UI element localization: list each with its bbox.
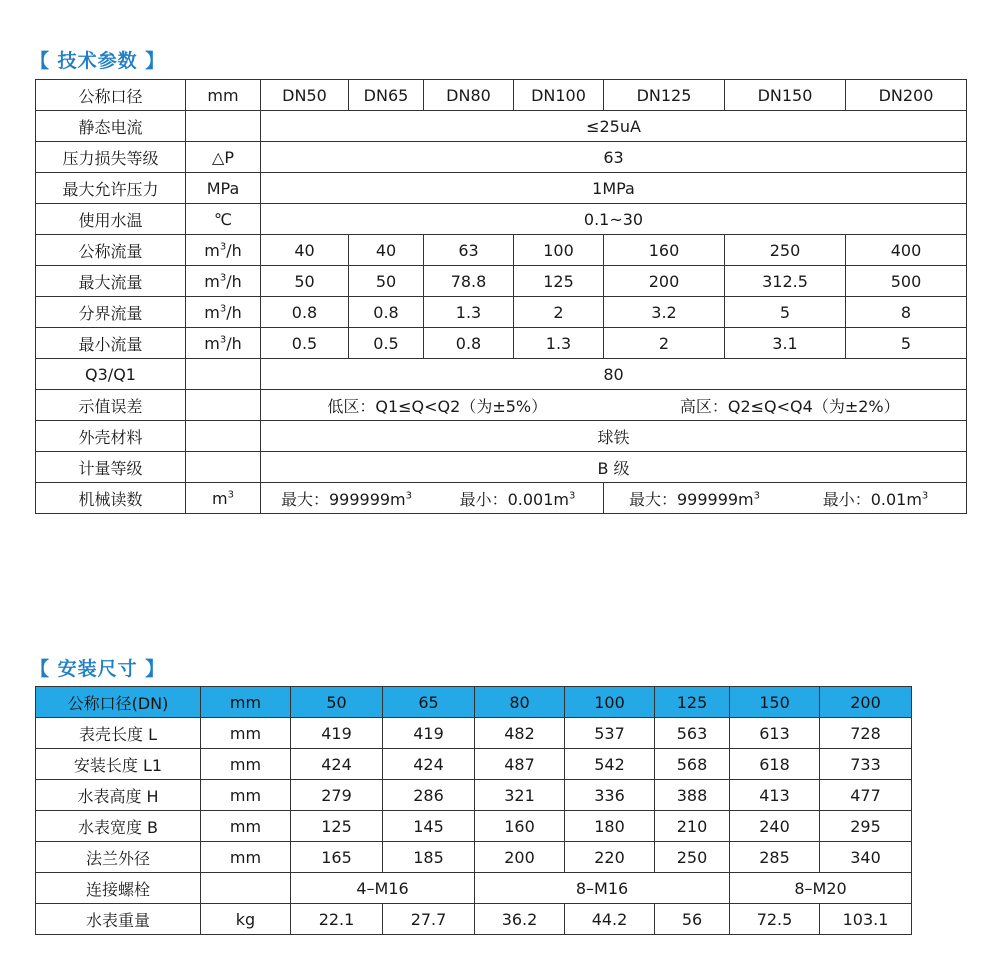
row-value: 球铁: [261, 421, 967, 452]
row-label: 示值误差: [36, 390, 186, 421]
cell: 295: [820, 811, 912, 842]
reading-min: [785, 487, 966, 510]
cell: 40: [261, 235, 349, 266]
cell: 160: [475, 811, 565, 842]
cell: 72.5: [730, 904, 820, 935]
install-header-row: [36, 687, 912, 718]
reading-max: [604, 487, 785, 510]
row-unit: [201, 873, 291, 904]
cell: 公称口径: [36, 80, 186, 111]
table-row: [36, 173, 967, 204]
unit-sup: 3: [921, 490, 929, 502]
table-row: [36, 142, 967, 173]
cell: mm: [201, 687, 291, 718]
cell: 240: [730, 811, 820, 842]
reading-min-text: 最小：0.001m: [459, 489, 570, 509]
tech-section-title: 【 技术参数 】: [30, 50, 166, 72]
cell: 78.8: [424, 266, 514, 297]
cell: 0.5: [349, 328, 424, 359]
row-unit: kg: [201, 904, 291, 935]
install-dimensions-table: [35, 686, 912, 935]
row-unit: [186, 111, 261, 142]
unit-sup: 3: [227, 489, 234, 501]
row-label: 使用水温: [36, 204, 186, 235]
cell: 286: [383, 780, 475, 811]
row-unit: [186, 452, 261, 483]
cell: 618: [730, 749, 820, 780]
cell: 419: [383, 718, 475, 749]
bolt-group: 8–M16: [475, 873, 730, 904]
cell: 419: [291, 718, 383, 749]
row-value: 1MPa: [261, 173, 967, 204]
table-row: [36, 483, 967, 514]
row-value: [261, 390, 967, 421]
cell: 3.2: [604, 297, 725, 328]
row-unit: [186, 390, 261, 421]
row-value: ≤25uA: [261, 111, 967, 142]
row-unit: mm: [201, 842, 291, 873]
row-label: 水表重量: [36, 904, 201, 935]
row-value: 63: [261, 142, 967, 173]
unit-tail: /h: [226, 271, 242, 291]
row-label: 外壳材料: [36, 421, 186, 452]
cell: 388: [655, 780, 730, 811]
cell: 728: [820, 718, 912, 749]
table-row: [36, 873, 912, 904]
cell: 200: [475, 842, 565, 873]
cell: 220: [565, 842, 655, 873]
row-label: 分界流量: [36, 297, 186, 328]
row-label: 法兰外径: [36, 842, 201, 873]
cell: DN125: [604, 80, 725, 111]
row-label: 安装长度 L1: [36, 749, 201, 780]
row-unit: [186, 266, 261, 297]
cell: 1.3: [424, 297, 514, 328]
table-row: [36, 328, 967, 359]
error-low-zone: 低区：Q1≤Q<Q2（为±5%）: [327, 396, 548, 416]
cell: 279: [291, 780, 383, 811]
cell: 200: [604, 266, 725, 297]
cell: 250: [725, 235, 846, 266]
table-row: [36, 452, 967, 483]
cell: 公称口径(DN): [36, 687, 201, 718]
cell: 563: [655, 718, 730, 749]
cell: 2: [604, 328, 725, 359]
cell: mm: [186, 80, 261, 111]
table-row: [36, 359, 967, 390]
cell: 400: [846, 235, 967, 266]
row-label: 机械读数: [36, 483, 186, 514]
table-row: [36, 297, 967, 328]
table-row: [36, 390, 967, 421]
cell: 1.3: [514, 328, 604, 359]
cell: 22.1: [291, 904, 383, 935]
cell: 487: [475, 749, 565, 780]
cell: 80: [475, 687, 565, 718]
cell: 145: [383, 811, 475, 842]
row-value: 80: [261, 359, 967, 390]
reading-min: [432, 487, 603, 510]
cell: DN150: [725, 80, 846, 111]
table-row: [36, 266, 967, 297]
cell: 285: [730, 842, 820, 873]
unit-tail: /h: [226, 240, 242, 260]
reading-min-text: 最小：0.01m: [822, 489, 922, 509]
cell: 413: [730, 780, 820, 811]
cell: 0.8: [261, 297, 349, 328]
cell: 340: [820, 842, 912, 873]
cell: 100: [514, 235, 604, 266]
table-row: [36, 904, 912, 935]
cell: 200: [820, 687, 912, 718]
cell: 537: [565, 718, 655, 749]
cell: 160: [604, 235, 725, 266]
unit-sup: 3: [569, 490, 576, 502]
cell: 733: [820, 749, 912, 780]
cell: 44.2: [565, 904, 655, 935]
unit-base: m: [204, 302, 220, 322]
cell: 0.5: [261, 328, 349, 359]
cell: 424: [383, 749, 475, 780]
row-unit: ℃: [186, 204, 261, 235]
row-unit: [186, 359, 261, 390]
cell: 477: [820, 780, 912, 811]
row-unit: mm: [201, 749, 291, 780]
table-row: [36, 842, 912, 873]
tech-params-table: [35, 79, 967, 514]
cell: 65: [383, 687, 475, 718]
unit-base: m: [204, 271, 220, 291]
cell: 500: [846, 266, 967, 297]
row-unit: [186, 421, 261, 452]
row-unit: [186, 328, 261, 359]
cell: 125: [291, 811, 383, 842]
install-section-title: 【 安装尺寸 】: [30, 658, 166, 680]
table-row: [36, 204, 967, 235]
cell: 40: [349, 235, 424, 266]
row-label: 表壳长度 L: [36, 718, 201, 749]
cell: 180: [565, 811, 655, 842]
cell: DN50: [261, 80, 349, 111]
error-high-zone: 高区：Q2≤Q<Q4（为±2%）: [679, 396, 900, 416]
unit-sup: 3: [405, 490, 413, 502]
cell: DN65: [349, 80, 424, 111]
cell: 542: [565, 749, 655, 780]
unit-sup: 3: [219, 241, 227, 253]
cell: 125: [514, 266, 604, 297]
table-row: [36, 111, 967, 142]
cell: 8: [846, 297, 967, 328]
cell: 482: [475, 718, 565, 749]
reading-group-small: [261, 483, 604, 514]
reading-max-text: 最大：999999m: [628, 489, 754, 509]
row-unit: mm: [201, 811, 291, 842]
cell: 50: [349, 266, 424, 297]
cell: 36.2: [475, 904, 565, 935]
table-row: [36, 780, 912, 811]
reading-max: [261, 487, 432, 510]
reading-group-large: [604, 483, 967, 514]
row-label: 最大允许压力: [36, 173, 186, 204]
unit-base: m: [212, 488, 228, 508]
table-row: [36, 718, 912, 749]
table-row: [36, 811, 912, 842]
unit-tail: /h: [226, 302, 242, 322]
row-value: B 级: [261, 452, 967, 483]
row-label: 公称流量: [36, 235, 186, 266]
cell: 103.1: [820, 904, 912, 935]
cell: 125: [655, 687, 730, 718]
cell: 0.8: [349, 297, 424, 328]
cell: 336: [565, 780, 655, 811]
unit-sup: 3: [753, 490, 761, 502]
cell: 27.7: [383, 904, 475, 935]
unit-sup: 3: [219, 303, 227, 315]
row-label: Q3/Q1: [36, 359, 186, 390]
row-unit: △P: [186, 142, 261, 173]
cell: 100: [565, 687, 655, 718]
cell: 312.5: [725, 266, 846, 297]
row-label: 水表高度 H: [36, 780, 201, 811]
cell: 150: [730, 687, 820, 718]
reading-max-text: 最大：999999m: [280, 489, 406, 509]
cell: 50: [291, 687, 383, 718]
cell: 424: [291, 749, 383, 780]
bolt-group: 4–M16: [291, 873, 475, 904]
cell: 250: [655, 842, 730, 873]
cell: 0.8: [424, 328, 514, 359]
cell: 56: [655, 904, 730, 935]
cell: 3.1: [725, 328, 846, 359]
cell: 613: [730, 718, 820, 749]
cell: 185: [383, 842, 475, 873]
table-row: [36, 749, 912, 780]
row-unit: mm: [201, 780, 291, 811]
cell: 165: [291, 842, 383, 873]
cell: 63: [424, 235, 514, 266]
cell: 50: [261, 266, 349, 297]
cell: 321: [475, 780, 565, 811]
row-label: 最大流量: [36, 266, 186, 297]
cell: DN100: [514, 80, 604, 111]
table-row: [36, 235, 967, 266]
unit-sup: 3: [219, 334, 227, 346]
row-unit: mm: [201, 718, 291, 749]
row-unit: [186, 483, 261, 514]
cell: 5: [846, 328, 967, 359]
unit-tail: /h: [226, 333, 242, 353]
cell: DN80: [424, 80, 514, 111]
cell: 568: [655, 749, 730, 780]
row-unit: MPa: [186, 173, 261, 204]
row-label: 静态电流: [36, 111, 186, 142]
cell: 5: [725, 297, 846, 328]
row-label: 最小流量: [36, 328, 186, 359]
unit-sup: 3: [219, 272, 227, 284]
bolt-group: 8–M20: [730, 873, 912, 904]
unit-base: m: [204, 333, 220, 353]
unit-base: m: [204, 240, 220, 260]
tech-header-row: [36, 80, 967, 111]
row-label: 连接螺栓: [36, 873, 201, 904]
cell: DN200: [846, 80, 967, 111]
cell: 210: [655, 811, 730, 842]
row-value: 0.1~30: [261, 204, 967, 235]
row-label: 压力损失等级: [36, 142, 186, 173]
row-label: 计量等级: [36, 452, 186, 483]
row-label: 水表宽度 B: [36, 811, 201, 842]
row-unit: [186, 235, 261, 266]
row-unit: [186, 297, 261, 328]
table-row: [36, 421, 967, 452]
cell: 2: [514, 297, 604, 328]
